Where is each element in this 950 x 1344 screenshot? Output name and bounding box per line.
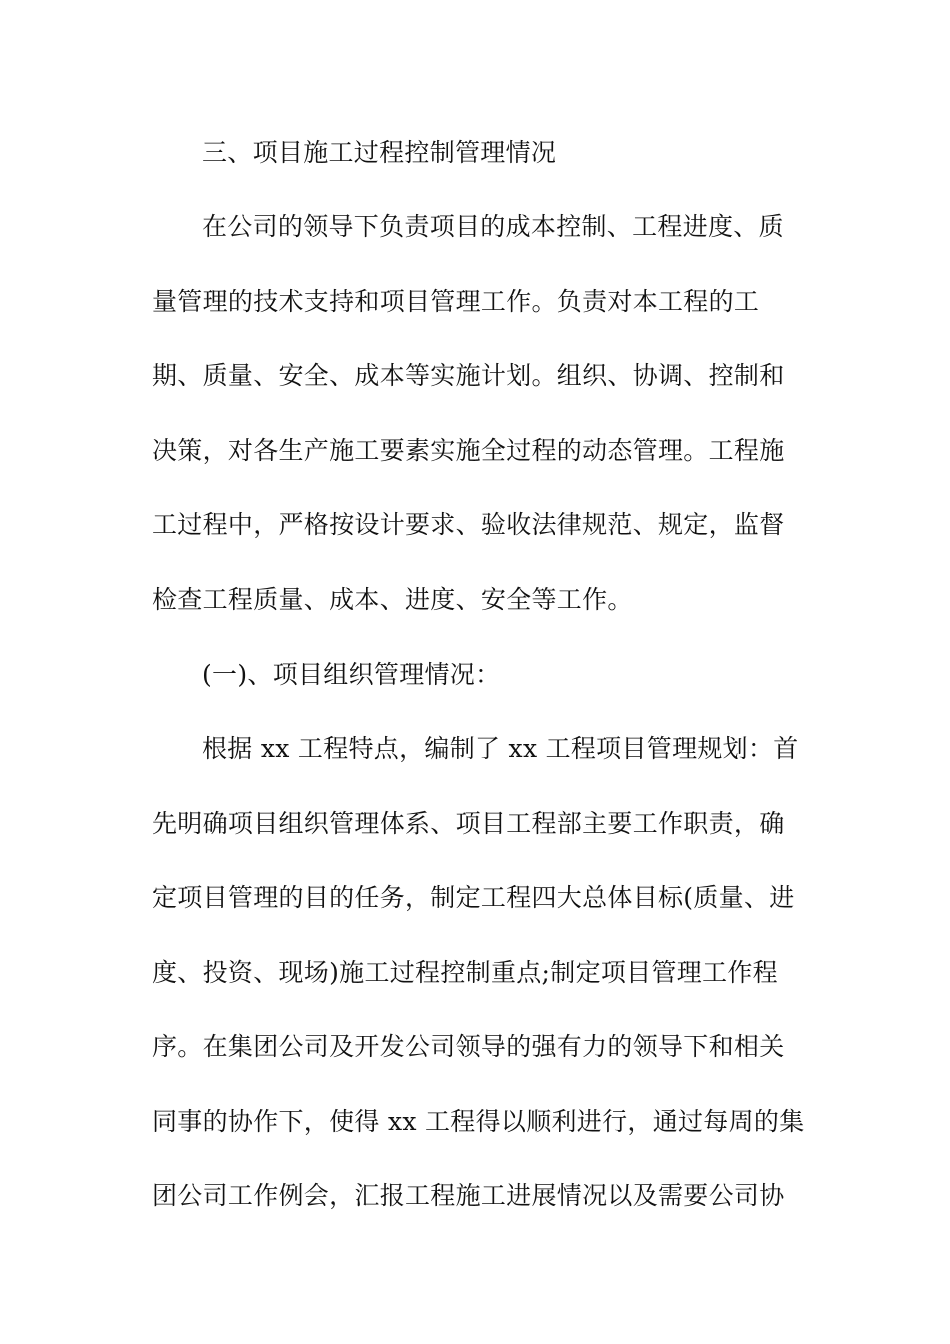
paragraph-line: 团公司工作例会，汇报工程施工进展情况以及需要公司协 [152,1181,785,1210]
paragraph-line: 量管理的技术支持和项目管理工作。负责对本工程的工 [152,287,760,316]
paragraph-line: 检查工程质量、成本、进度、安全等工作。 [152,585,633,614]
paragraph-line: 决策，对各生产施工要素实施全过程的动态管理。工程施 [152,436,785,465]
paragraph-line: 工过程中，严格按设计要求、验收法律规范、规定，监督 [152,510,785,539]
paragraph-line: 期、质量、安全、成本等实施计划。组织、协调、控制和 [152,361,785,390]
paragraph-line: 同事的协作下，使得 xx 工程得以顺利进行，通过每周的集 [152,1107,805,1136]
paragraph-line: 度、投资、现场)施工过程控制重点;制定项目管理工作程 [152,958,778,987]
paragraph-line: 根据 xx 工程特点，编制了 xx 工程项目管理规划：首 [202,734,799,763]
paragraph-line: 定项目管理的目的任务，制定工程四大总体目标(质量、进 [152,883,795,912]
paragraph-line: 序。在集团公司及开发公司领导的强有力的领导下和相关 [152,1032,785,1061]
subsection-heading: (一)、项目组织管理情况： [202,660,501,689]
paragraph-line: 先明确项目组织管理体系、项目工程部主要工作职责，确 [152,809,785,838]
paragraph-line: 在公司的领导下负责项目的成本控制、工程进度、质 [202,212,784,241]
section-heading: 三、项目施工过程控制管理情况 [202,138,557,167]
